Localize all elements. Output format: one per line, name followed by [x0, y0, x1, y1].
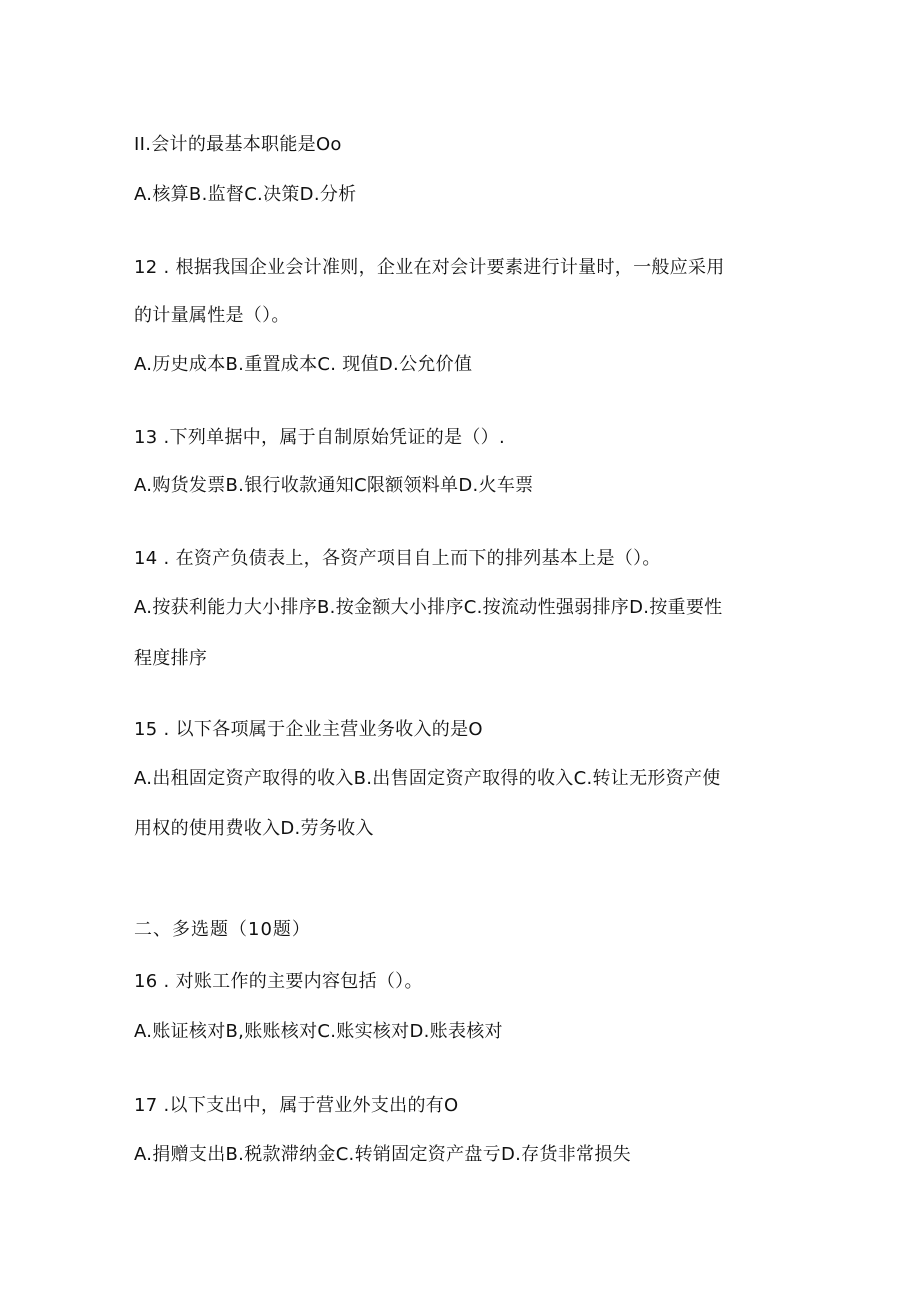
question-17-options: A.捐赠支出B.税款滞纳金C.转销固定资产盘亏D.存货非常损失 [134, 1144, 631, 1165]
question-15-options-continued: 用权的使用费收入D.劳务收入 [134, 818, 374, 839]
section-title: 二、多选题（10题） [134, 919, 311, 940]
question-16-options: A.账证核对B,账账核对C.账实核对D.账表核对 [134, 1021, 503, 1042]
question-12-stem-continued: 的计量属性是（）。 [134, 305, 290, 326]
question-14-stem: 14 . 在资产负债表上，各资产项目自上而下的排列基本上是（）。 [134, 548, 661, 569]
question-17-stem: 17 .以下支出中，属于营业外支出的有O [134, 1095, 459, 1116]
question-11-options: A.核算B.监督C.决策D.分析 [134, 184, 357, 205]
question-12-stem: 12 . 根据我国企业会计准则，企业在对会计要素进行计量时，一般应采用 [134, 257, 725, 278]
question-14-options: A.按获利能力大小排序B.按金额大小排序C.按流动性强弱排序D.按重要性 [134, 597, 723, 618]
question-14-options-continued: 程度排序 [134, 648, 208, 669]
question-15-stem: 15 . 以下各项属于企业主营业务收入的是O [134, 719, 483, 740]
question-16-stem: 16 . 对账工作的主要内容包括（）。 [134, 971, 423, 992]
question-15-options: A.出租固定资产取得的收入B.出售固定资产取得的收入C.转让无形资产使 [134, 768, 721, 789]
question-13-options: A.购货发票B.银行收款通知C限额领料单D.火车票 [134, 475, 534, 496]
question-11-stem: II.会计的最基本职能是Oo [134, 134, 342, 155]
question-12-options: A.历史成本B.重置成本C. 现值D.公允价值 [134, 354, 473, 375]
question-13-stem: 13 .下列单据中，属于自制原始凭证的是（）. [134, 427, 505, 448]
